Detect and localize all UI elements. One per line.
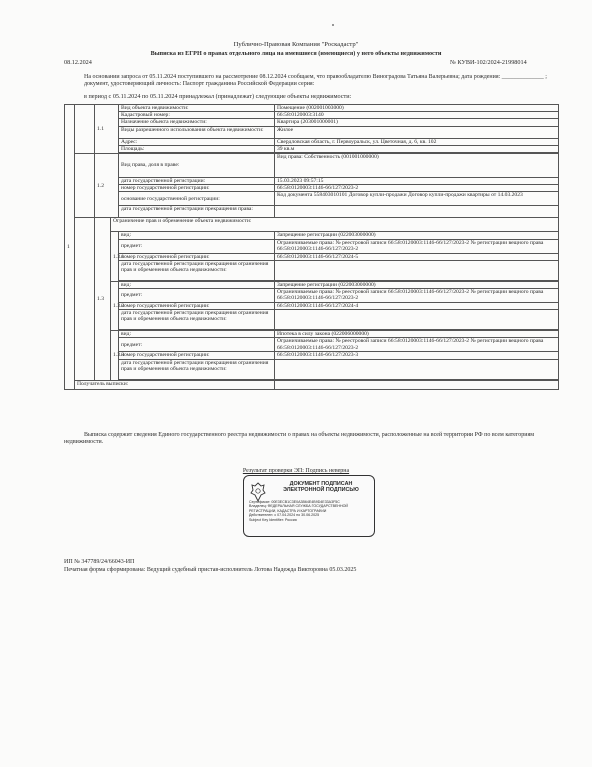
print-form-note: Печатная форма сформирована: Ведущий судебный пристав-исполнитель Лотова Надежда Викторовна 05.03.2025 xyxy=(64,567,357,573)
r3-subject-value: Ограничиваемые права: № реестровой записи 66:58:0120003:1146-66/127/2023-2 № регистрации вещного права 66:58:0120003:1146-66/127/2023-2 xyxy=(275,338,559,352)
purpose-value: Квартира (203001000001) xyxy=(275,119,559,126)
section-1-3: 1.3 xyxy=(95,218,111,380)
cadastral-number-label: Кадастровый номер: xyxy=(119,112,275,119)
r1-number-value: 66:58:0120003:1146-66/127/2024-5 xyxy=(275,253,559,260)
r1-number-label: номер государственной регистрации: xyxy=(119,253,275,260)
signature-check-result: Результат проверки ЭП: Подпись неверна xyxy=(242,468,350,474)
r1-kind-value: Запрещение регистрации (022003000000) xyxy=(275,232,559,239)
intro-period: в период с 05.11.2024 по 05.11.2024 принадлежал (принадлежат) следующие объекты недвижимости: xyxy=(84,93,352,100)
right-stop-value xyxy=(275,206,559,218)
area-value: 39 кв.м xyxy=(275,145,559,152)
section-1-3-2: 1.3.2 xyxy=(111,281,119,330)
permitted-use-value: Жилое xyxy=(275,126,559,138)
restrictions-title: Ограничение прав и обременение объекта недвижимости: xyxy=(111,218,275,232)
reg-date-value: 15.03.2023 09:57:15 xyxy=(275,178,559,185)
document-title: Выписка из ЕГРН о правах отдельного лица на имевшиеся (имеющиеся) у него объекты недвижимости xyxy=(150,50,442,57)
company-name: Публично-Правовая Компания "Роскадастр" xyxy=(233,41,359,48)
right-kind-value: Вид права: Собственность (001001000000) xyxy=(275,154,559,178)
r3-number-value: 66:58:0120003:1146-66/127/2023-3 xyxy=(275,352,559,359)
address-label: Адрес: xyxy=(119,138,275,145)
reg-number-value: 66:58:0120003:1146-66/127/2023-2 xyxy=(275,185,559,192)
r2-stop-value xyxy=(275,310,559,330)
intro-paragraph: На основании запроса от 05.11.2024 поступившего на рассмотрение 08.12.2024 сообщаем, что правообладателю Виноградова Татьяна Валерьевна; дата рождения: ______________ ; документ, удостоверяющий личность: Паспорт гражданина Российской Федерации серия: xyxy=(84,74,547,88)
stamp-details xyxy=(249,500,369,522)
reg-basis-value: Код документа 558403010101 Договор купли-продажи Договор купли-продажи квартиры от 14.03.2023 xyxy=(275,192,559,206)
stamp-detail-line: Сертификат: 00E3ECB1C3E0A3B64E4B9D4E33A3F5C xyxy=(249,500,340,504)
r2-subject-label: предмет: xyxy=(119,289,275,303)
row-number: 1 xyxy=(65,105,75,390)
e-signature-stamp xyxy=(243,475,375,537)
r3-kind-label: вид: xyxy=(119,331,275,338)
document-number: № КУВИ-102/2024-21998014 xyxy=(450,59,527,66)
object-type-value: Помещение (002001003000) xyxy=(275,105,559,112)
enforcement-number: ИП № 347789/24/66043-ИП xyxy=(64,559,135,565)
r1-kind-label: вид: xyxy=(119,232,275,239)
footer-note: Выписка содержит сведения Единого государственного реестра недвижимости о правах на объекты недвижимости, расположенные на всей территории РФ по всем категориям недвижимости. xyxy=(64,432,535,446)
right-kind-label: Вид права, доля в праве: xyxy=(119,154,275,178)
stamp-detail-line: Subject Key Identifier: Россия xyxy=(249,517,297,522)
r1-subject-value: Ограничиваемые права: № реестровой записи 66:58:0120003:1146-66/127/2023-2 № регистрации вещного права 66:58:0120003:1146-66/127/2023-2 xyxy=(275,239,559,253)
r2-kind-label: вид: xyxy=(119,281,275,288)
r1-stop-label: дата государственной регистрации прекращения ограничения прав и обременения объекта недвижимости: xyxy=(119,260,275,280)
r2-number-label: номер государственной регистрации: xyxy=(119,303,275,310)
r2-number-value: 66:58:0120003:1146-66/127/2024-4 xyxy=(275,303,559,310)
r2-kind-value: Запрещение регистрации (022003000000) xyxy=(275,281,559,288)
address-value: Свердловская область, г. Первоуральск, ул. Цветочная, д. 6, кв. 102 xyxy=(275,138,559,145)
r3-stop-label: дата государственной регистрации прекращения ограничения прав и обременения объекта недвижимости: xyxy=(119,359,275,379)
permitted-use-label: Виды разрешенного использования объекта недвижимости: xyxy=(119,126,275,138)
stamp-title: ДОКУМЕНТ ПОДПИСАН ЭЛЕКТРОННОЙ ПОДПИСЬЮ xyxy=(283,481,359,493)
right-stop-label: дата государственной регистрации прекращения права: xyxy=(119,206,275,218)
r3-number-label: номер государственной регистрации: xyxy=(119,352,275,359)
r3-stop-value xyxy=(275,359,559,379)
scan-speck xyxy=(332,24,334,26)
reg-number-label: номер государственной регистрации: xyxy=(119,185,275,192)
section-1-1: 1.1 xyxy=(95,105,119,154)
r2-stop-label: дата государственной регистрации прекращения ограничения прав и обременения объекта недвижимости: xyxy=(119,310,275,330)
r3-kind-value: Ипотека в силу закона (022006000000) xyxy=(275,331,559,338)
stamp-detail-line: Владелец: ФЕДЕРАЛЬНАЯ СЛУЖБА ГОСУДАРСТВЕННОЙ xyxy=(249,504,348,509)
stamp-detail-line: РЕГИСТРАЦИИ, КАДАСТРА И КАРТОГРАФИИ xyxy=(249,508,327,513)
purpose-label: Назначение объекта недвижимости: xyxy=(119,119,275,126)
cadastral-number-value: 66:58:0120003:3140 xyxy=(275,112,559,119)
rights-table xyxy=(64,104,559,390)
issue-date: 08.12.2024 xyxy=(64,59,92,66)
coat-of-arms-icon xyxy=(249,482,267,502)
object-type-label: Вид объекта недвижимости: xyxy=(119,105,275,112)
reg-date-label: дата государственной регистрации: xyxy=(119,178,275,185)
reg-basis-label: основание государственной регистрации: xyxy=(119,192,275,206)
recipient-label: Получатель выписки: xyxy=(75,380,275,389)
area-label: Площадь: xyxy=(119,145,275,152)
recipient-value xyxy=(275,380,559,389)
stamp-detail-line: Действителен: с 07.04.2024 по 30.06.2025 xyxy=(249,513,320,518)
r1-subject-label: предмет: xyxy=(119,239,275,253)
r3-subject-label: предмет: xyxy=(119,338,275,352)
section-1-3-3: 1.3.3 xyxy=(111,331,119,380)
section-1-3-1: 1.3.1 xyxy=(111,232,119,281)
r2-subject-value: Ограничиваемые права: № реестровой записи 66:58:0120003:1146-66/127/2023-2 № регистрации вещного права 66:58:0120003:1146-66/127/2023-2 xyxy=(275,289,559,303)
r1-stop-value xyxy=(275,260,559,280)
section-1-2: 1.2 xyxy=(95,154,119,218)
